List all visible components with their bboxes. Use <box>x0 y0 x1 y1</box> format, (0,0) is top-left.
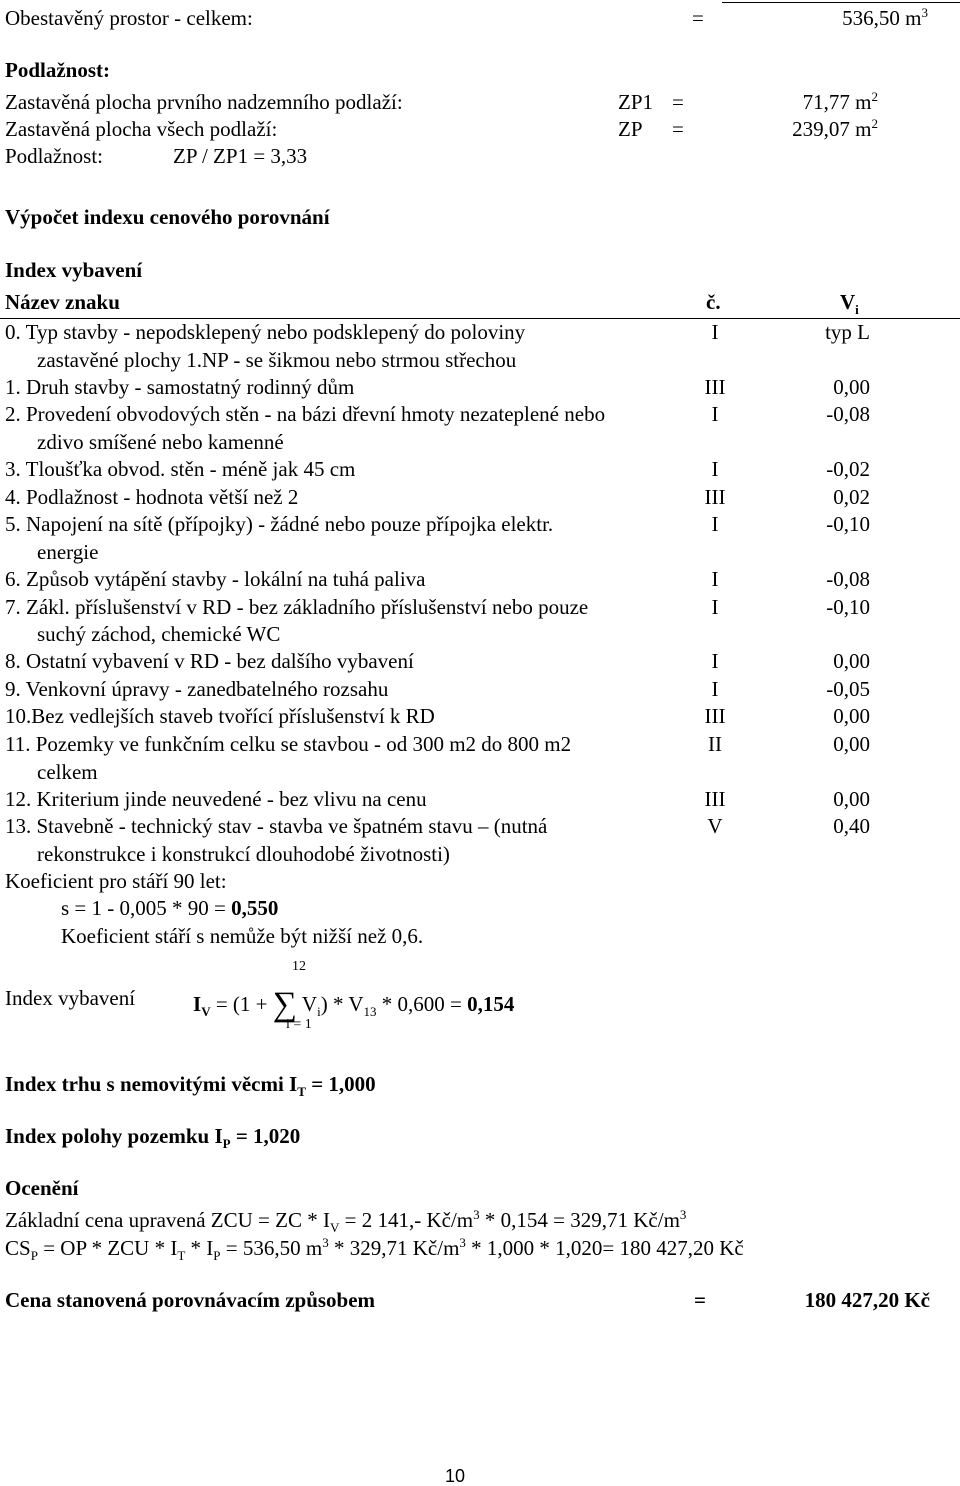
podlaznost-formula: ZP / ZP1 = 3,33 <box>173 144 308 168</box>
feature-row-10-value: 0,00 <box>833 704 870 728</box>
vypocet-title: Výpočet indexu cenového porovnání <box>5 205 330 229</box>
col-header-no: č. <box>706 290 721 314</box>
feature-row-1-class: III <box>704 375 726 399</box>
feature-row-5-text-cont: energie <box>37 540 99 564</box>
zp-code: ZP <box>618 117 643 141</box>
oceneni-line1: Základní cena upravená ZCU = ZC * $I_V = 2$ 141,- $Kč/m^3 * 0,154 = 329,71$ $Kč/m^3$ <box>5 1207 687 1236</box>
obestaveny-eq: = <box>692 6 704 30</box>
header-top-rule <box>722 2 960 3</box>
obestaveny-label: Obestavěný prostor - celkem: <box>5 6 253 30</box>
feature-row-8-class: I <box>711 649 719 673</box>
feature-row-6-class: I <box>711 567 719 591</box>
feature-row-10-text: 10.Bez vedlejších staveb tvořící příslušenství k RD <box>5 704 435 728</box>
feature-row-9-text: 9. Venkovní úpravy - zanedbatelného rozsahu <box>5 677 389 701</box>
feature-row-0-text-cont: zastavěné plochy 1.NP - se šikmou nebo strmou střechou <box>37 348 517 372</box>
zp1-label: Zastavěná plocha prvního nadzemního podlaží: <box>5 90 403 114</box>
feature-row-13-text-cont: rekonstrukce i konstrukcí dlouhodobé životnosti) <box>37 842 450 866</box>
feature-row-7-class: I <box>711 595 719 619</box>
feature-row-4-text: 4. Podlažnost - hodnota větší než 2 <box>5 485 299 509</box>
feature-row-9-value: -0,05 <box>826 677 870 701</box>
koef-formula: s = 1 - 0,005 * 90 = 0,550 <box>61 896 279 920</box>
feature-row-13-class: V <box>707 814 723 838</box>
feature-row-11-text: 11. Pozemky ve funkčním celku se stavbou - od 300 m2 do 800 m2 <box>5 732 572 756</box>
index-polohy: Index polohy pozemku $I_P = 1,020$ <box>5 1124 301 1152</box>
feature-row-6-text: 6. Způsob vytápění stavby - lokální na tuhá paliva <box>5 567 426 591</box>
feature-row-6-value: -0,08 <box>826 567 870 591</box>
feature-row-13-text: 13. Stavebně - technický stav - stavba ve špatném stavu – (nutná <box>5 814 548 838</box>
feature-row-0-text: 0. Typ stavby - nepodsklepený nebo podsklepený do poloviny <box>5 320 526 344</box>
zp1-eq: = <box>672 90 684 114</box>
feature-row-2-class: I <box>711 402 719 426</box>
feature-row-7-value: -0,10 <box>826 595 870 619</box>
obestaveny-value: 536,50 $m^3$ <box>842 5 928 30</box>
index-trhu: Index trhu s nemovitými věcmi $I_T = 1,000$ <box>5 1072 376 1100</box>
feature-row-7-text: 7. Zákl. příslušenství v RD - bez základního příslušenství nebo pouze <box>5 595 589 619</box>
feature-row-10-class: III <box>704 704 726 728</box>
podlaznost-label: Podlažnost: <box>5 144 103 168</box>
feature-row-12-value: 0,00 <box>833 787 870 811</box>
final-value: 180 427,20 Kč <box>804 1288 930 1312</box>
feature-row-8-text: 8. Ostatní vybavení v RD - bez dalšího vybavení <box>5 649 414 673</box>
index-vybaveni-formula: $I_V = (1$ + ∑ $V_i) * V_{13} * 0,600 = 0,154$ <box>193 986 515 1023</box>
oceneni-line2: $CS_P$ = OP * ZCU * $I_T * I_P = 536,50$ $m^3 * 329,71$ $Kč/m^3 * 1,000 * 1,020= 180$ 427,20 Kč <box>5 1235 744 1264</box>
zp-value: 239,07 $m^2$ <box>792 116 878 141</box>
feature-row-3-value: -0,02 <box>826 457 870 481</box>
sum-bottom-index: i = 1 <box>286 1017 312 1032</box>
feature-row-4-value: 0,02 <box>833 485 870 509</box>
feature-row-11-class: II <box>708 732 722 756</box>
sum-sigma: ∑ <box>272 986 298 1023</box>
feature-row-0-class: I <box>711 320 719 344</box>
feature-row-0-value: typ L <box>825 320 870 344</box>
zp-eq: = <box>672 117 684 141</box>
table-header-rule <box>0 318 960 319</box>
feature-row-5-class: I <box>711 512 719 536</box>
final-eq: = <box>694 1288 706 1312</box>
sum-top-index: 12 <box>292 959 306 974</box>
feature-row-5-text: 5. Napojení na sítě (přípojky) - žádné nebo pouze přípojka elektr. <box>5 512 554 536</box>
feature-row-12-class: III <box>704 787 726 811</box>
feature-row-3-text: 3. Tloušťka obvod. stěn - méně jak 45 cm <box>5 457 356 481</box>
page-number: 10 <box>444 1466 466 1486</box>
feature-row-2-text-cont: zdivo smíšené nebo kamenné <box>37 430 284 454</box>
feature-row-13-value: 0,40 <box>833 814 870 838</box>
feature-row-1-text: 1. Druh stavby - samostatný rodinný dům <box>5 375 355 399</box>
feature-row-2-value: -0,08 <box>826 402 870 426</box>
feature-row-3-class: I <box>711 457 719 481</box>
zp1-value: 71,77 $m^2$ <box>802 89 878 114</box>
feature-row-8-value: 0,00 <box>833 649 870 673</box>
koef-note: Koeficient stáří s nemůže být nižší než 0,6. <box>61 924 424 948</box>
feature-row-4-class: III <box>704 485 726 509</box>
feature-row-2-text: 2. Provedení obvodových stěn - na bázi dřevní hmoty nezateplené nebo <box>5 402 606 426</box>
feature-row-12-text: 12. Kriterium jinde neuvedené - bez vlivu na cenu <box>5 787 427 811</box>
podlaznost-title: Podlažnost: <box>5 58 110 82</box>
final-label: Cena stanovená porovnávacím způsobem <box>5 1288 376 1312</box>
koef-title: Koeficient pro stáří 90 let: <box>5 869 227 893</box>
zp1-code: ZP1 <box>618 90 654 114</box>
col-header-v: $V_i$ <box>840 290 859 318</box>
oceneni-title: Ocenění <box>5 1176 79 1200</box>
index-vybaveni-label: Index vybavení <box>5 986 136 1010</box>
feature-row-11-text-cont: celkem <box>37 760 98 784</box>
feature-row-5-value: -0,10 <box>826 512 870 536</box>
feature-row-7-text-cont: suchý záchod, chemické WC <box>37 622 281 646</box>
zp-label: Zastavěná plocha všech podlaží: <box>5 117 278 141</box>
feature-row-11-value: 0,00 <box>833 732 870 756</box>
feature-row-1-value: 0,00 <box>833 375 870 399</box>
col-header-name: Název znaku <box>5 290 120 314</box>
feature-row-9-class: I <box>711 677 719 701</box>
index-vybaveni-title: Index vybavení <box>5 258 143 282</box>
